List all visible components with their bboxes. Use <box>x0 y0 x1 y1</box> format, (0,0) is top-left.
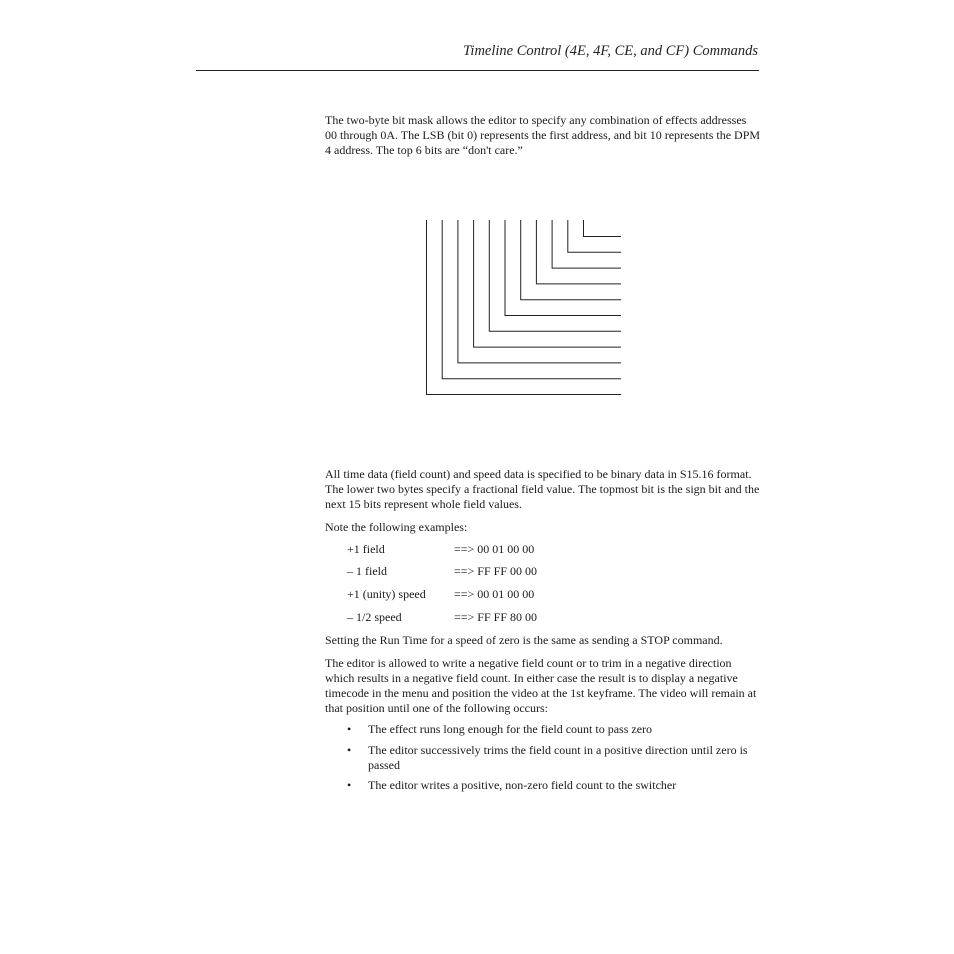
bitmask-diagram <box>420 215 626 401</box>
bullet-icon: • <box>347 743 352 757</box>
bit-line-2 <box>552 220 621 268</box>
example-row <box>347 564 537 579</box>
example-label: – 1 field <box>347 564 387 578</box>
example-label: +1 (unity) speed <box>347 587 426 601</box>
bit-line-8 <box>458 220 621 363</box>
example-row <box>347 610 537 625</box>
header-rule <box>196 70 759 71</box>
example-row <box>347 542 534 557</box>
intro-paragraph: The two-byte bit mask allows the editor to specify any combination of effects addresses 00 through 0A. The LSB (bit 0) represents the first address, and bit 10 represents the DPM 4 address. The top 6 bits are “don't care.” <box>325 113 761 157</box>
bullet-item <box>347 778 761 793</box>
negative-count-paragraph: The editor is allowed to write a negative field count or to trim in a negative direction which results in a negative field count. In either case the result is to display a negative timecode in the menu and position the video at the 1st keyframe. The video will remain at that position until one of the following occurs: <box>325 656 757 715</box>
example-value: ==> 00 01 00 00 <box>454 542 535 556</box>
bullet-item <box>347 743 761 773</box>
bullet-icon: • <box>347 778 352 792</box>
bullet-icon: • <box>347 722 352 736</box>
example-value: ==> FF FF 00 00 <box>454 564 537 578</box>
bit-line-10 <box>427 220 622 395</box>
bullet-item <box>347 722 761 737</box>
bullet-text: The editor writes a positive, non-zero field count to the switcher <box>368 778 677 792</box>
stop-paragraph: Setting the Run Time for a speed of zero is the same as sending a STOP command. <box>325 633 723 647</box>
header-title: Timeline Control (4E, 4F, CE, and CF) Commands <box>463 43 758 59</box>
time-data-paragraph: All time data (field count) and speed data is specified to be binary data in S15.16 format. The lower two bytes specify a fractional field value. The topmost bit is the sign bit and the next 15 bits represent whole field values. <box>325 467 760 511</box>
bullet-text: The effect runs long enough for the field count to pass zero <box>368 722 653 736</box>
example-label: – 1/2 speed <box>347 610 402 624</box>
examples-intro: Note the following examples: <box>325 520 468 534</box>
example-label: +1 field <box>347 542 385 556</box>
example-value: ==> 00 01 00 00 <box>454 587 535 601</box>
example-value: ==> FF FF 80 00 <box>454 610 537 624</box>
example-row <box>347 587 534 602</box>
bit-line-4 <box>521 220 621 300</box>
bullet-text: The editor successively trims the field count in a positive direction until zero is passed <box>368 743 748 772</box>
bit-line-0 <box>584 220 622 237</box>
